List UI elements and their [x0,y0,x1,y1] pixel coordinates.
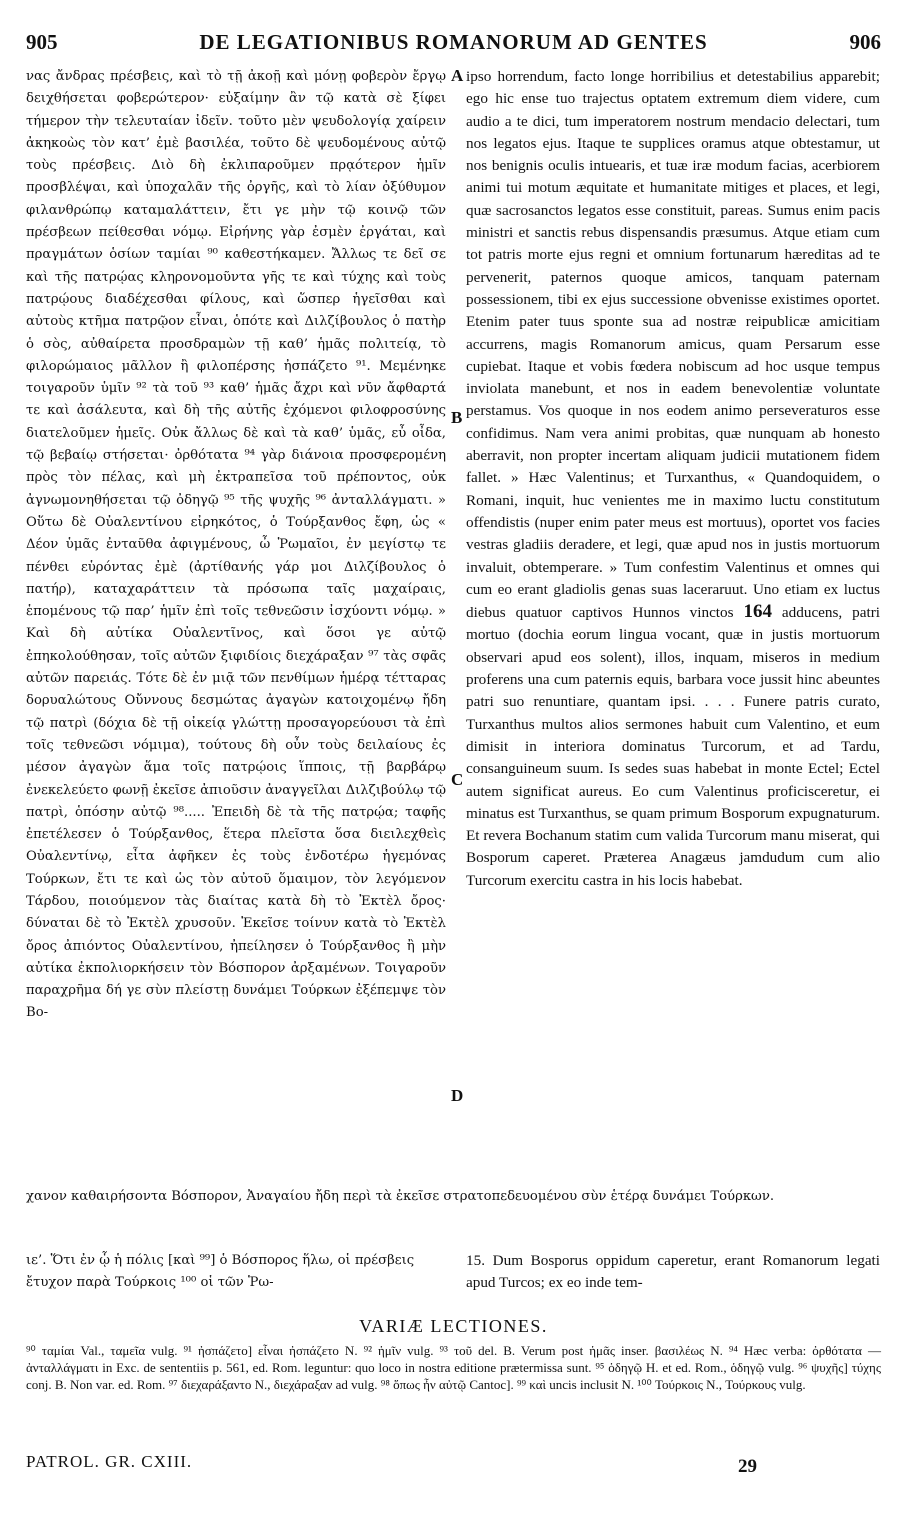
notes-text: ⁹⁰ ταμίαι Val., ταμεῖα vulg. ⁹¹ ἠσπάζετο] εἶναι ἠσπάζετο N. ⁹² ἡμῖν vulg. ⁹³ τοῦ del. B. Verum post ἡμᾶς inser. βασιλέως N. ⁹⁴ Hæc verba: ὀρθότατα — ἀνταλλάγματι in Exc. de sententiis p. 561, ed. Rom. leguntur: quo loco in nostra editione prætermissa sunt. ⁹⁵ ὁδηγῷ H. et ed. Rom., ὁδηγῷ vulg. ⁹⁶ ψυχῆς] τύχης conj. B. Non var. ed. Rom. ⁹⁷ διεχαράξαντο N., διεχάραξαν ad vulg. ⁹⁸ ὅπως ἦν αὐτῷ Cantoc]. ⁹⁹ καὶ uncis inclusit N. ¹⁰⁰ Τούρκοις N., Τούρκους vulg. [26,1343,881,1392]
page-number-left: 905 [26,30,58,54]
series-label: PATROL. GR. CXIII. [26,1452,193,1471]
latin-section-15 [466,1250,880,1294]
greek-section-text: ιε’. Ὅτι ἐν ᾧ ἡ πόλις [καὶ ⁹⁹] ὁ Βόσπορος ἥλω, οἱ πρέσβεις ἔτυχον παρὰ Τούρκοις ¹⁰⁰ οἱ τῶν Ῥω- [26,1253,415,1290]
margin-marker-d: D [451,1086,464,1105]
running-header [26,30,881,60]
running-title: DE LEGATIONIBUS ROMANORUM AD GENTES [199,30,708,54]
latin-text-part-2: adducens, patri mortuo (dochia eorum lingua vocant, quæ in justis mortuorum observari apud eos solent), illos, inquam, miseros in medium proferens una cum paternis equis, barbara voce jussit hinc abeuntes patri suo renuntiare, quantam ipsi. . . . Funere patris curato, Turxanthus multos alios sermones habuit cum Valentino, et eum dimisit in interiora dominatus Turcorum, et ad Tardu, consanguineum suum. Is sedes suas habebat in monte Ectel; Ectel autem significat aureus. Eo cum Valentinus proficisceretur, ei minatus est Turxanthus, se quam primum Bosporum expugnaturum. Et revera Bochanum statim cum valida Turcorum manu miserat, qui Bosporum caperet. Præterea Anagæus jamdudum cum alio Turcorum exercitu castra in his locis habebat. [466,604,880,889]
variae-lectiones-title: VARIÆ LECTIONES. [359,1316,548,1336]
margin-marker-a: A [451,66,464,85]
full-width-line: χανον καθαιρήσοντα Βόσπορον, Ἀναγαίου ἤδη περὶ τὰ ἐκεῖσε στρατοπεδευομένου σὺν ἑτέρᾳ δυνάμει Τούρκων. [26,1189,775,1204]
greek-text: νας ἄνδρας πρέσβεις, καὶ τὸ τῇ ἀκοῇ καὶ μόνῃ φοβερὸν ἔργῳ δειχθήσεται φοβερώτερον· εὐξαίμην ἂν τῷ κατὰ σὲ ξίφει τήμερον τὴν τελευταίαν ἰδεῖν. τοῦτο μὲν ψευδολογίᾳ χαίρειν ἀκηκοὼς τὸν κατ’ ἐμὲ βασιλέα, τοῦτο δὲ ψευδομένους αὐτῷ τοὺς πρέσβεις. Διὸ δὴ ἐκλιπαροῦμεν πρᾳότερον ἡμῖν προσβλέψαι, καὶ ὑποχαλᾶν τῆς ὀργῆς, καὶ τὸ λίαν ὀξύθυμον φιλανθρώπῳ καταμαλάττειν, ἔτι γε μὴν τῷ κοινῷ τῶν πρέσβεων πείθεσθαι νόμῳ. Εἰρήνης γὰρ ἐσμὲν ἐργάται, καὶ πραγμάτων ὁσίων ταμίαι ⁹⁰ καθεστήκαμεν. Ἄλλως τε δεῖ σε καὶ τῆς πατρῴας κληρονομοῦντα γῆς τε καὶ τύχης καὶ τοὺς πατρῴους διαδέχεσθαι φίλους, καὶ ὥσπερ ἡγεῖσθαι καὶ αὐτοὺς κτῆμα πατρῷον εἶναι, ὁπότε καὶ Διλζίβουλος ὁ πατὴρ ὁ σὸς, αὐθαίρετα προσδραμὼν τῇ καθ’ ἡμᾶς πολιτείᾳ, τὸ φιλορώμαιος μᾶλλον ἢ φιλοπέρσης ἠσπάζετο ⁹¹. Μεμένηκε τοιγαροῦν ὑμῖν ⁹² τὰ τοῦ ⁹³ καθ’ ἡμᾶς ἄχρι καὶ νῦν ἄφθαρτά τε καὶ ἀσάλευτα, καὶ δὴ τῆς αὐτῆς ἐχόμενοι φιλοφροσύνης διατελοῦμεν ἡμεῖς. Οὐκ ἄλλως δὲ καὶ τὰ καθ’ ὑμᾶς, εὖ οἶδα, τῷ βεβαίῳ στήσεται· ὀρθότατα ⁹⁴ γὰρ διάνοια προσφερομένη πρὸς τὸν πέλας, καὶ μὴ ἐκτραπεῖσα τοῦ πρέποντος, οὐκ ἀγνωμονηθήσεται τῷ ὀδηγῷ ⁹⁵ τῆς ψυχῆς ⁹⁶ ἀνταλλάγματι. » Οὕτω δὲ Οὐαλεντίνου εἰρηκότος, ὁ Τούρξανθος ἔφη, ὡς « Δέον ὑμᾶς ἐνταῦθα ἀφιγμένους, ὦ Ῥωμαῖοι, ἐν μεγίστῳ τε πένθει εὑρόντας ἐμὲ (ἀρτίθανής γάρ μοι Διλζίβουλος ὁ πατήρ), καταχαράττειν τὰ πρόσωπα ταῖς μαχαίραις, ἑπομένους τῷ παρ’ ἡμῖν ἐπὶ τοῖς τεθνεῶσιν ἰσχύοντι νόμῳ. » Καὶ δὴ αὐτίκα Οὐαλεντῖνος, καὶ ὅσοι γε αὐτῷ ἐπηκολούθησαν, τοῖς αὐτῶν ξιφιδίοις διεχάραξαν ⁹⁷ τὰς σφᾶς αὐτῶν παρειάς. Τότε δὲ ἐν μιᾷ τῶν πενθίμων ἡμέρᾳ τέτταρας δορυαλώτους Οὔννους δεσμώτας ἀγαγὼν κατοιχομένῳ ἤδη τῷ πατρὶ (δόχια δὲ τῇ οἰκείᾳ γλώττῃ προσαγορεύουσι τὰ ἐπὶ τοῖς τεθνεῶσι νόμιμα), τούτους δὴ οὖν τοὺς δειλαίους ἐς μέσον ἀγαγὼν ἅμα τοῖς πατρῴοις ἵπποις, τῇ βαρβάρῳ ἐνεκελεύετο φωνῇ ἐκεῖσε ἀπιοῦσιν ἀναγγεῖλαι Διλζιβούλῳ τῷ πατρὶ, ὁπόσην αὐτῷ ⁹⁸..... Ἐπειδὴ δὲ τὰ τῆς πατρῴα; ταφῆς ἐπετέλεσεν ὁ Τούρξανθος, ἕτερα πλεῖστα ὅσα διειλεχθεὶς Οὐαλεντίνῳ, εἶτα ἀφῆκεν ἐς τοὺς ἐνδοτέρω ἡγεμόνας Τούρκων, ἔτι τε καὶ ὡς τὸν αὐτοῦ ὅμαιμον, τὸν λεγόμενον Τάρδου, ποιούμενον τὰς διαίτας κατὰ δὴ τὸ Ἐκτὲλ ὄρος· δύναται δὲ τὸ Ἐκτὲλ χρυσοῦν. Ἐκεῖσε τοίνυν κατὰ τὸ Ἐκτὲλ ὄρος ἀπιόντος Οὐαλεντίνου, ἠπείλησεν ὁ Τούρξανθος ἢ μὴν αὐτίκα ἐκπολιορκήσειν τὸν Βόσπορον ἀρξαμένων. Τοιγαροῦν παραχρῆμα δή γε σὺν πλείστῃ δυνάμει Τούρκων ἐξέπεμψε τὸν Βο- [26,69,446,1021]
margin-marker-b: B [451,408,463,427]
latin-text-part-1: ipso horrendum, facto longe horribilius et detestabilius apparebit; ego hic ense tuo trajectus optatem extremum diem videre, cum audio a te dici, tum imperatorem nostrum mendacio delectari, tum nos legatos ejus. Itaque te supplices oramus atque obtestamur, ut nos benignis oculis intuearis, et tuæ iræ modum facias, acerbiorem animi tui motum æquitate et humanitate mitiges et places, et legi, quæ sacrosanctos legatos esse constituit, pareas. Sumus enim pacis ministri et sanctis rebus dispensandis præsumus. Atque etiam cum tot patris morte ejus regni et omnium fortunarum hæreditas ad te pervenerit, paternos quoque amicos, tanquam paternam possessionem, tibi ex ejus successione obvenisse existimes oportet. Etenim pater tuus sponte sua ad nostræ reipublicæ amicitiam accurrens, magis Romanorum amicus, quam Persarum esse cupiebat. Itaque et vobis fœdera nobiscum ad hoc usque tempus inviolata manebunt, et nos in eadem benevolentiæ voluntate perstamus. Vos quoque in nos eodem animo perseveraturos esse confidimus. Nam vera animi probitas, quæ nunquam ab honesto aberravit, non propter incertam aliquam judicii mutationem fidem fallet. » Hæc Valentinus; et Turxanthus, « Quandoquidem, o Romani, inquit, huc venientes me in maximo luctu constitutum offendistis (nuper enim pater meus est mortuus), oportet vos facies vestras gladiis deradere, et legi, quæ apud nos in justis mortuorum invaluit, obtemperare. » Tum confestim Valentinus et omnes qui cum eo erant gladiolis genas suas laceraruut. Uno etiam ex luctus diebus quatuor captivos Hunnos vinctos [466,68,880,622]
inline-page-number: 164 [743,601,772,623]
latin-section-text: 15. Dum Bosporus oppidum caperetur, erant Romanorum legati apud Turcos; ex eo inde tem- [466,1252,880,1291]
greek-column [26,66,446,1242]
margin-marker-c: C [451,770,464,789]
variae-lectiones-notes [26,1342,881,1393]
greek-section-15 [26,1250,446,1294]
page-number-right: 906 [849,30,881,54]
signature-number: 29 [738,1456,757,1477]
page-footer [26,1452,881,1482]
latin-text [466,66,880,892]
latin-column [466,66,880,1196]
